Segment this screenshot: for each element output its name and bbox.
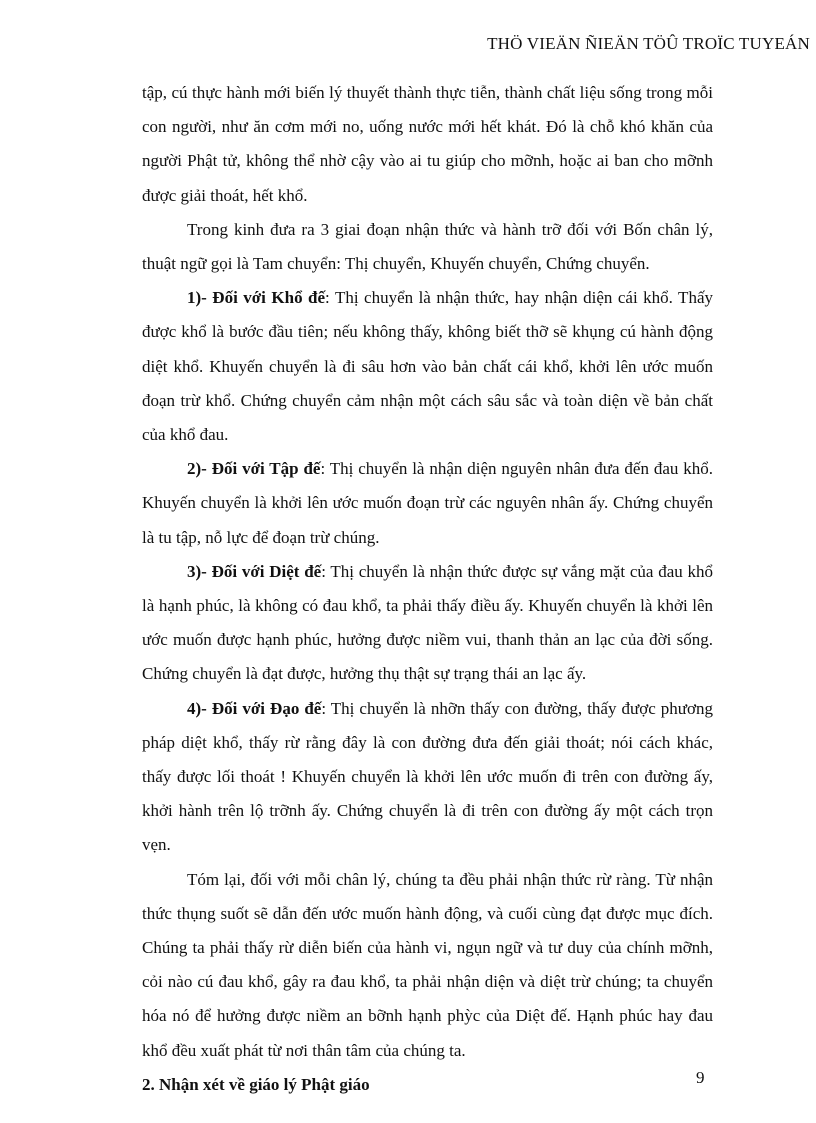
paragraph-lead: 2)- Đối với Tập đế bbox=[187, 459, 321, 479]
paragraph-tap-de bbox=[142, 452, 713, 555]
paragraph-text: Trong kinh đưa ra 3 giai đoạn nhận thức và hành trỡ đối với Bốn chân lý, thuật ngữ gọi là Tam chuyển: Thị chuyển, Khuyến chuyển, Chứng chuyển. bbox=[142, 219, 713, 274]
paragraph-text: : Thị chuyển là nhận thức được sự vắng mặt của đau khổ là hạnh phúc, là không có đau khổ, ta phải thấy điều ấy. Khuyến chuyển là khởi lên ước muốn được hạnh phúc, hưởng được niềm vui, thanh thản an lạc của đời sống. Chứng chuyển là đạt được, hưởng thụ thật sự trạng thái an lạc ấy. bbox=[142, 561, 713, 684]
paragraph-text: : Thị chuyển là nhận thức, hay nhận diện cái khổ. Thấy được khổ là bước đầu tiên; nếu không thấy, không biết thỡ sẽ khụng cú hành động diệt khổ. Khuyến chuyển là đi sâu hơn vào bản chất cái khổ, khởi lên ước muốn đoạn trừ khổ. Chứng chuyển cảm nhận một cách sâu sắc và toàn diện về bản chất của khổ đau. bbox=[142, 288, 713, 445]
paragraph-summary bbox=[142, 863, 713, 1068]
paragraph-lead: 4)- Đối với Đạo đế bbox=[187, 698, 322, 718]
paragraph-dao-de bbox=[142, 692, 713, 863]
section-heading: 2. Nhận xét về giáo lý Phật giáo bbox=[142, 1074, 370, 1094]
page-number: 9 bbox=[696, 1068, 705, 1087]
page-header: THÖ VIEÄN ÑIEÄN TÖÛ TROÏC TUYEÁN bbox=[487, 34, 810, 53]
paragraph-kho-de bbox=[142, 281, 713, 452]
paragraph-text: : Thị chuyển là nhận diện nguyên nhân đưa đến đau khổ. Khuyến chuyển là khởi lên ước muốn đoạn trừ các nguyên nhân ấy. Chứng chuyển là tu tập, nỗ lực để đoạn trừ chúng. bbox=[142, 459, 713, 547]
paragraph-text: : Thị chuyển là nhỡn thấy con đường, thấy được phương pháp diệt khổ, thấy rừ rằng đây là con đường đưa đến giải thoát; nói cách khác, thấy được lối thoát ! Khuyến chuyển là khởi lên ước muốn đi trên con đường ấy, khởi hành trên lộ trỡnh ấy. Chứng chuyển là đi trên con đường ấy một cách trọn vẹn. bbox=[142, 698, 713, 855]
paragraph-text: Tóm lại, đối với mỗi chân lý, chúng ta đều phải nhận thức rừ ràng. Từ nhận thức thụng suốt sẽ dẫn đến ước muốn hành động, và cuối cùng đạt được mục đích. Chúng ta phải thấy rừ diễn biến của hành vi, ngụn ngữ và tư duy của chính mỡnh, cỏi nào cú đau khổ, gây ra đau khổ, ta phải nhận diện và diệt trừ chúng; ta chuyển hóa nó để hưởng được niềm an bỡnh hạnh phỳc của Diệt đế. Hạnh phúc hay đau khổ đều xuất phát từ nơi thân tâm của chúng ta. bbox=[142, 869, 713, 1060]
document-body bbox=[142, 76, 713, 1102]
paragraph-diet-de bbox=[142, 555, 713, 692]
paragraph-lead: 3)- Đối với Diệt đế bbox=[187, 561, 322, 581]
paragraph-text: tập, cú thực hành mới biến lý thuyết thành thực tiễn, thành chất liệu sống trong mỗi con người, như ăn cơm mới no, uống nước mới hết khát. Đó là chỗ khó khăn của người Phật tử, không thể nhờ cậy vào ai tu giúp cho mỡnh, hoặc ai ban cho mỡnh được giải thoát, hết khổ. bbox=[142, 83, 713, 205]
paragraph-continuation bbox=[142, 76, 713, 213]
paragraph-lead: 1)- Đối với Khổ đế bbox=[187, 288, 326, 308]
paragraph-tam-chuyen bbox=[142, 213, 713, 281]
